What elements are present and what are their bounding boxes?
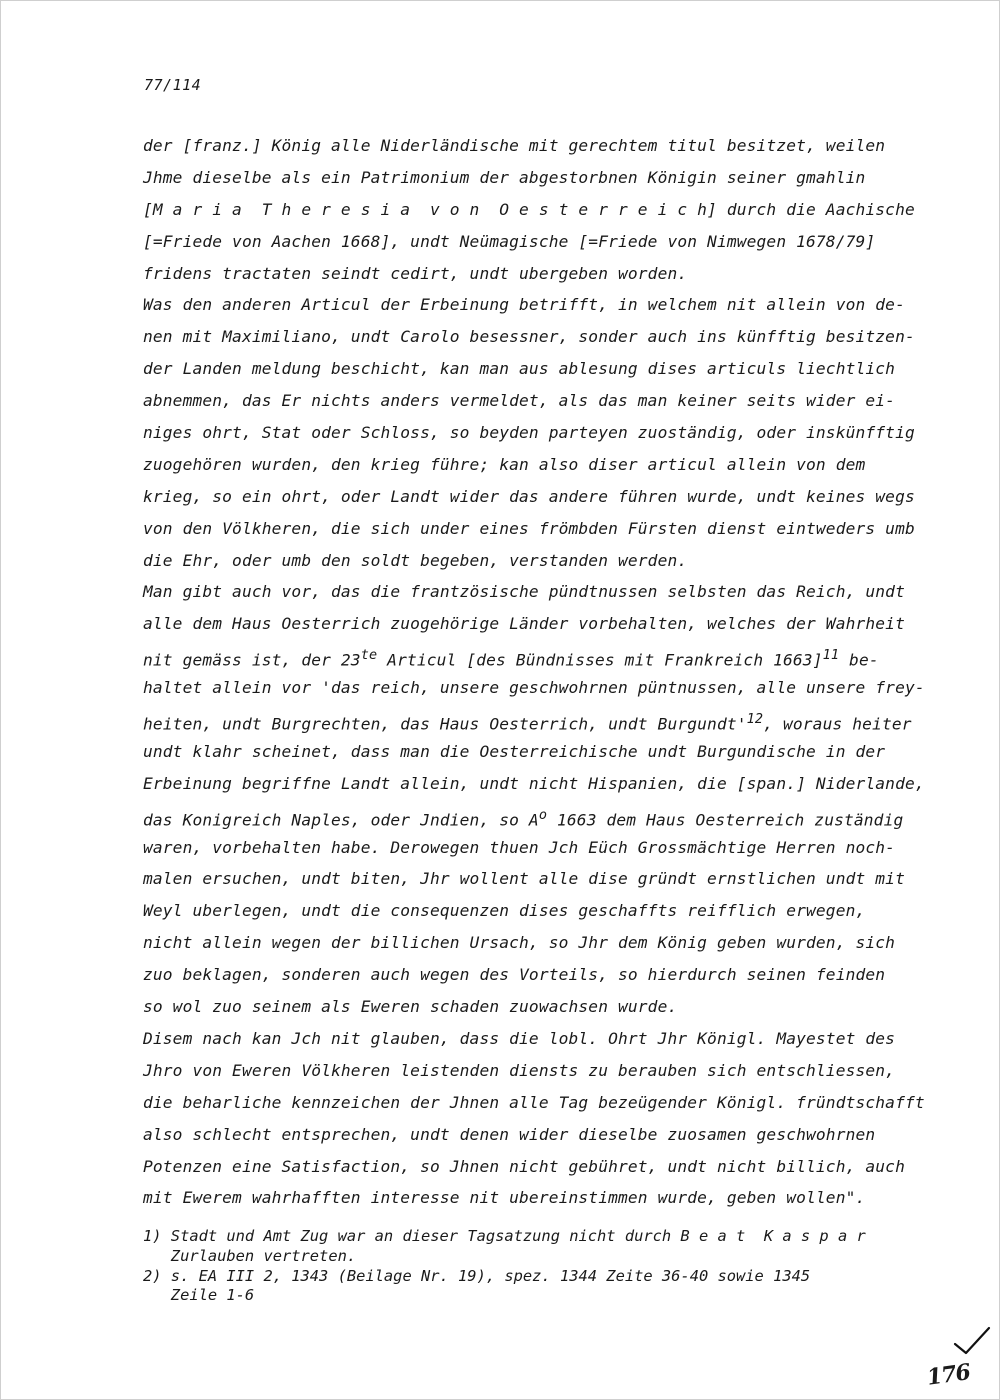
text-line: [M a r i a T h e r e s i a v o n O e s t e r r e i c h] durch die Aachische	[143, 199, 915, 219]
text-line: niges ohrt, Stat oder Schloss, so beyden parteyen zuoständig, oder inskünfftig	[143, 423, 915, 443]
text-segment: 1663 dem Haus Oesterreich zuständig	[547, 810, 904, 830]
text-line-with-footnote-ref	[143, 704, 943, 736]
text-line: die Ehr, oder umb den soldt begeben, verstanden werden.	[143, 550, 688, 570]
text-line: malen ersuchen, undt biten, Jhr wollent alle dise gründt ernstlichen undt mit	[143, 869, 905, 889]
text-line: die beharliche kennzeichen der Jhnen alle Tag bezeügender Königl. fründtschafft	[143, 1092, 925, 1112]
text-line: Was den anderen Articul der Erbeinung betrifft, in welchem nit allein von de-	[143, 295, 905, 315]
text-line: von den Völkheren, die sich under eines frömbden Fürsten dienst eintweders umb	[143, 518, 915, 538]
text-segment: nit gemäss ist, der 23	[143, 650, 361, 670]
text-line-with-footnote-refs	[143, 640, 943, 672]
text-line: [=Friede von Aachen 1668], undt Neümagische [=Friede von Nimwegen 1678/79]	[143, 231, 876, 251]
text-line: abnemmen, das Er nichts anders vermeldet, als das man keiner seits wider ei-	[143, 391, 896, 411]
footnotes	[143, 1227, 943, 1306]
text-line: waren, vorbehalten habe. Derowegen thuen Jch Eüch Grossmächtige Herren noch-	[143, 837, 896, 857]
text-segment: Articul [des Bündnisses mit Frankreich 1663]	[377, 650, 823, 670]
text-line: Man gibt auch vor, das die frantzösische pündtnussen selbsten das Reich, undt	[143, 582, 905, 602]
superscript: te	[360, 647, 378, 664]
footnote-line: Zurlauben vertreten.	[143, 1246, 357, 1265]
text-line: zuo beklagen, sonderen auch wegen des Vorteils, so hierdurch seinen feinden	[143, 965, 886, 985]
text-line: zuogehören wurden, den krieg führe; kan also diser articul allein von dem	[143, 454, 866, 474]
text-line: nen mit Maximiliano, undt Carolo besessner, sonder auch ins künfftig besitzen-	[143, 327, 915, 347]
text-line: krieg, so ein ohrt, oder Landt wider das andere führen wurde, undt keines wegs	[143, 486, 915, 506]
text-line: Potenzen eine Satisfaction, so Jhnen nicht gebühret, undt nicht billich, auch	[143, 1156, 905, 1176]
footnote-ref: 11	[822, 647, 840, 664]
text-line-with-superscript	[143, 800, 943, 832]
check-mark-icon	[952, 1326, 992, 1356]
document-body	[143, 130, 943, 1214]
text-line: haltet allein vor 'das reich, unsere geschwohrnen püntnussen, alle unsere frey-	[143, 678, 925, 698]
text-line: Disem nach kan Jch nit glauben, dass die lobl. Ohrt Jhr Königl. Mayestet des	[143, 1028, 896, 1048]
text-line: so wol zuo seinem als Eweren schaden zuowachsen wurde.	[143, 997, 678, 1017]
archive-page-number: 176	[925, 1359, 972, 1391]
text-segment: das Konigreich Naples, oder Jndien, so A	[143, 810, 539, 830]
footnote-line: 2) s. EA III 2, 1343 (Beilage Nr. 19), spez. 1344 Zeite 36-40 sowie 1345	[143, 1266, 811, 1285]
text-line: also schlecht entsprechen, undt denen wider dieselbe zuosamen geschwohrnen	[143, 1124, 876, 1144]
text-line: Jhme dieselbe als ein Patrimonium der abgestorbnen Königin seiner gmahlin	[143, 167, 866, 187]
text-line: nicht allein wegen der billichen Ursach, so Jhr dem König geben wurden, sich	[143, 933, 896, 953]
page-identifier: 77/114	[144, 76, 202, 94]
footnote-ref: 12	[746, 711, 764, 728]
text-line: mit Ewerem wahrhafften interesse nit ubereinstimmen wurde, geben wollen".	[143, 1188, 866, 1208]
superscript: o	[538, 806, 548, 823]
text-line: Jhro von Eweren Völkheren leistenden diensts zu berauben sich entschliessen,	[143, 1060, 896, 1080]
text-line: undt klahr scheinet, dass man die Oesterreichische undt Burgundische in der	[143, 741, 886, 761]
text-line: Erbeinung begriffne Landt allein, undt nicht Hispanien, die [span.] Niderlande,	[143, 773, 925, 793]
text-line: fridens tractaten seindt cedirt, undt ubergeben worden.	[143, 263, 688, 283]
footnote-line: Zeile 1-6	[143, 1286, 255, 1305]
text-line: Weyl uberlegen, undt die consequenzen dises geschaffts reifflich erwegen,	[143, 901, 866, 921]
text-segment: be-	[839, 650, 879, 670]
text-line: der [franz.] König alle Niderländische mit gerechtem titul besitzet, weilen	[143, 136, 886, 155]
text-line: alle dem Haus Oesterrich zuogehörige Länder vorbehalten, welches der Wahrheit	[143, 614, 905, 634]
text-line: der Landen meldung beschicht, kan man aus ablesung dises articuls liechtlich	[143, 359, 896, 379]
text-segment: , woraus heiter	[763, 714, 912, 734]
footnote-line: 1) Stadt und Amt Zug war an dieser Tagsatzung nicht durch B e a t K a s p a r	[143, 1227, 866, 1245]
text-segment: heiten, undt Burgrechten, das Haus Oesterrich, undt Burgundt'	[143, 714, 747, 734]
